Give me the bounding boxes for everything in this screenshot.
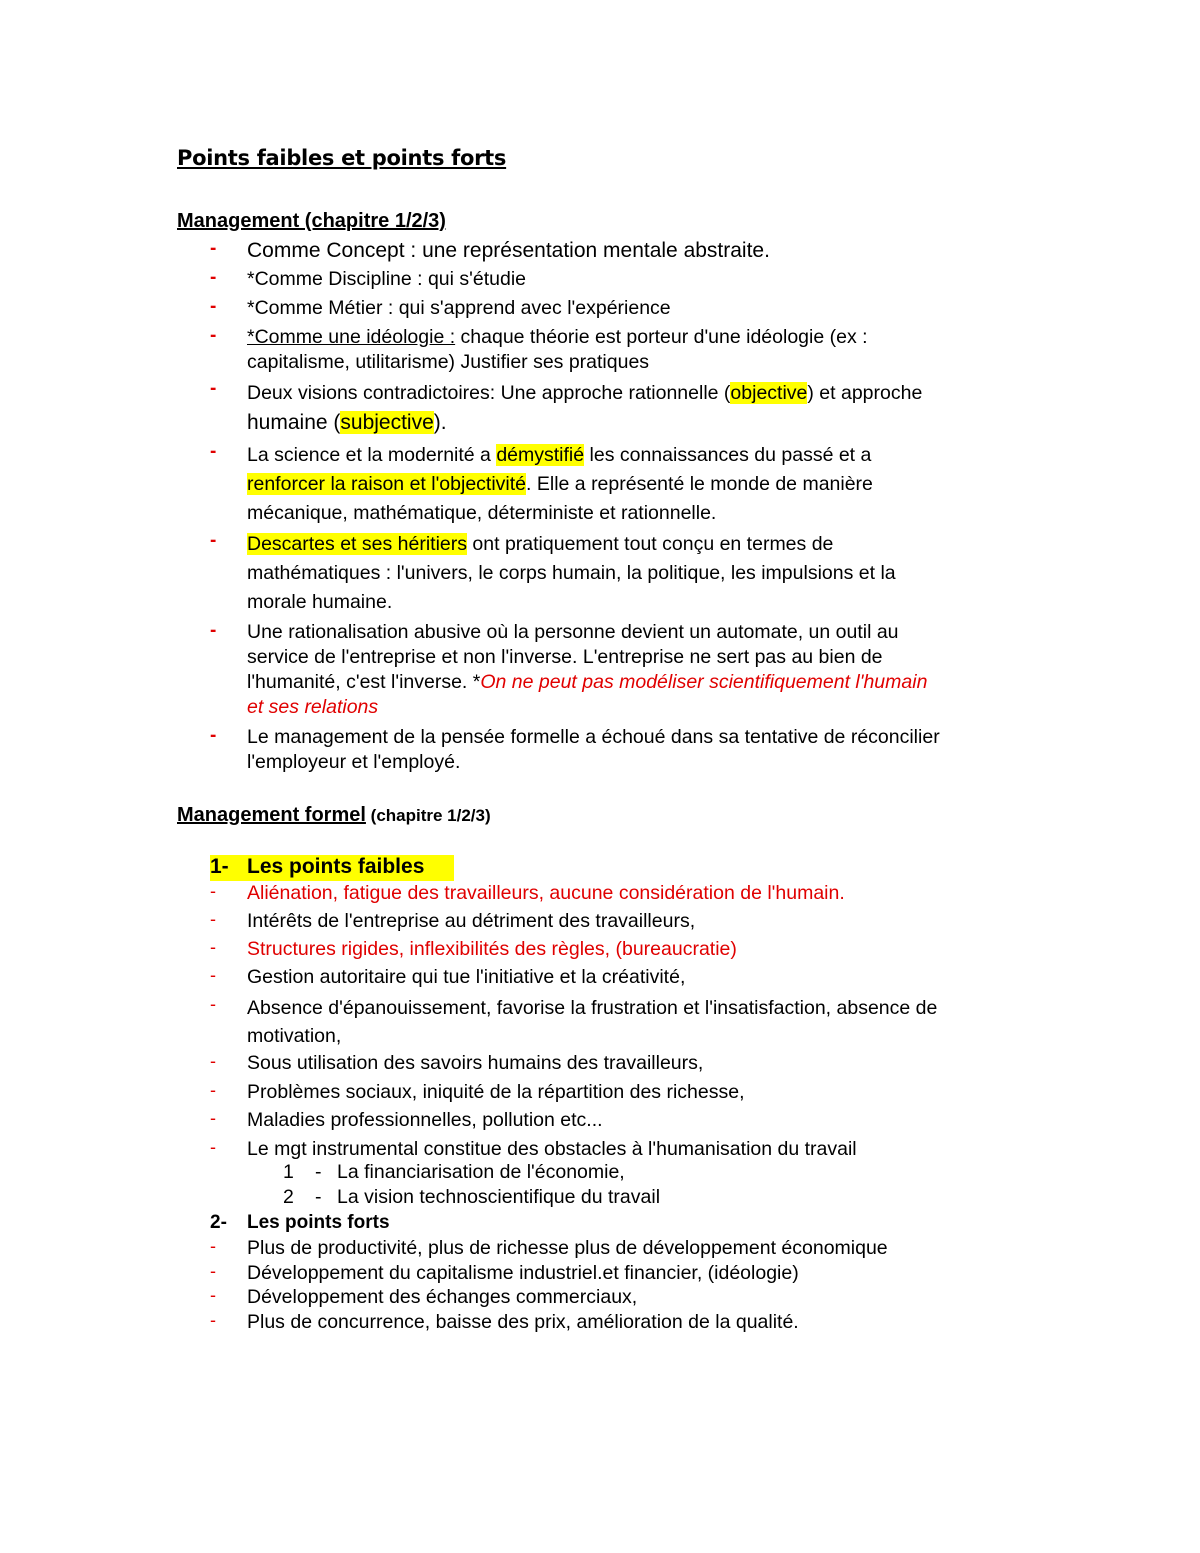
red-italic-text: On ne peut pas modéliser scientifiquement l'humain bbox=[480, 671, 928, 693]
highlighted-text: démystifié bbox=[496, 444, 585, 466]
bullet-dash: - bbox=[210, 1051, 216, 1071]
bullet-dash: - bbox=[210, 965, 216, 985]
list-item-text: *Comme Métier : qui s'apprend avec l'expérience bbox=[247, 297, 671, 319]
bullet-dash: - bbox=[210, 530, 217, 551]
section-heading-management bbox=[177, 210, 446, 233]
bullet-dash: - bbox=[210, 725, 217, 746]
bullet-dash: - bbox=[210, 620, 217, 641]
section-heading-suffix: (chapitre 1/2/3) bbox=[365, 806, 491, 825]
section-heading-text: Management (chapitre 1/2/3) bbox=[177, 210, 446, 232]
bullet-dash: - bbox=[210, 325, 217, 346]
text-run: humaine ( bbox=[247, 411, 341, 434]
section-heading-management-formel bbox=[177, 804, 491, 827]
text-run: mécanique, mathématique, déterministe et rationnelle. bbox=[247, 502, 717, 524]
list-item-text: Problèmes sociaux, iniquité de la répartition des richesse, bbox=[247, 1081, 745, 1103]
list-item-text bbox=[247, 530, 1027, 617]
highlighted-text: renforcer la raison et l'objectivité bbox=[247, 473, 527, 495]
list-item-text: Maladies professionnelles, pollution etc... bbox=[247, 1109, 603, 1131]
highlighted-text: subjective bbox=[340, 411, 434, 434]
list-item-text: Gestion autoritaire qui tue l'initiative et la créativité, bbox=[247, 966, 686, 988]
list-item-text bbox=[247, 725, 1027, 775]
list-item-text: Développement des échanges commerciaux, bbox=[247, 1286, 638, 1308]
text-run: chaque théorie est porteur d'une idéologie (ex : bbox=[455, 326, 868, 348]
list-item-text: Comme Concept : une représentation mentale abstraite. bbox=[247, 239, 770, 262]
text-run: l'humanité, c'est l'inverse. * bbox=[247, 671, 481, 693]
text-run: motivation, bbox=[247, 1025, 342, 1047]
text-run: mathématiques : l'univers, le corps humain, la politique, les impulsions et la bbox=[247, 562, 896, 584]
list-item-text bbox=[247, 378, 1027, 438]
text-run: Absence d'épanouissement, favorise la frustration et l'insatisfaction, absence de bbox=[247, 997, 938, 1019]
bullet-dash: - bbox=[210, 378, 217, 399]
list-item-text bbox=[247, 994, 1027, 1050]
list-item-text bbox=[247, 325, 1027, 375]
bullet-dash: - bbox=[210, 1236, 216, 1256]
bullet-dash: - bbox=[210, 937, 216, 957]
bullet-dash: - bbox=[210, 1108, 216, 1128]
list-item-text: Plus de productivité, plus de richesse plus de développement économique bbox=[247, 1237, 888, 1259]
sub-list-dash: - bbox=[315, 1161, 322, 1183]
text-run: les connaissances du passé et a bbox=[584, 444, 872, 466]
highlighted-text: Descartes et ses héritiers bbox=[247, 533, 467, 555]
list-item-text: Plus de concurrence, baisse des prix, amélioration de la qualité. bbox=[247, 1311, 799, 1333]
list-item-text: Aliénation, fatigue des travailleurs, aucune considération de l'humain. bbox=[247, 882, 845, 904]
list-item-text: Le mgt instrumental constitue des obstacles à l'humanisation du travail bbox=[247, 1138, 857, 1160]
document-title: Points faibles et points forts bbox=[177, 146, 507, 170]
sub-list-number: 1 bbox=[283, 1161, 294, 1183]
list-item-text: *Comme Discipline : qui s'étudie bbox=[247, 268, 527, 290]
subheading-number: 1- bbox=[210, 855, 229, 878]
bullet-dash: - bbox=[210, 1080, 216, 1100]
list-item-text: Intérêts de l'entreprise au détriment des travailleurs, bbox=[247, 910, 696, 932]
sub-list-number: 2 bbox=[283, 1186, 294, 1208]
bullet-dash: - bbox=[210, 1310, 216, 1330]
text-run: La science et la modernité a bbox=[247, 444, 497, 466]
text-run: ont pratiquement tout conçu en termes de bbox=[467, 533, 834, 555]
bullet-dash: - bbox=[210, 296, 217, 317]
bullet-dash: - bbox=[210, 267, 217, 288]
highlighted-text: objective bbox=[730, 382, 808, 404]
subheading-number: 2- bbox=[210, 1212, 227, 1233]
bullet-dash: - bbox=[210, 909, 216, 929]
red-italic-text: et ses relations bbox=[247, 696, 379, 718]
sub-list-text: La vision technoscientifique du travail bbox=[337, 1186, 661, 1208]
text-run: Le management de la pensée formelle a échoué dans sa tentative de réconcilier bbox=[247, 726, 940, 748]
subheading-label: Les points faibles bbox=[247, 855, 425, 878]
sub-list-dash: - bbox=[315, 1186, 322, 1208]
section-heading-text: Management formel bbox=[177, 804, 366, 826]
bullet-dash: - bbox=[210, 441, 217, 462]
text-run: morale humaine. bbox=[247, 591, 393, 613]
text-run: . Elle a représenté le monde de manière bbox=[526, 473, 873, 495]
list-item-text bbox=[247, 441, 1027, 528]
underlined-term: *Comme une idéologie : bbox=[247, 326, 456, 348]
list-item-text: Structures rigides, inflexibilités des règles, (bureaucratie) bbox=[247, 938, 737, 960]
sub-list-text: La financiarisation de l'économie, bbox=[337, 1161, 625, 1183]
bullet-dash: - bbox=[210, 1261, 216, 1281]
bullet-dash: - bbox=[210, 994, 216, 1014]
text-run: service de l'entreprise et non l'inverse. L'entreprise ne sert pas au bien de bbox=[247, 646, 883, 668]
list-item-text bbox=[247, 620, 1027, 720]
text-run: capitalisme, utilitarisme) Justifier ses pratiques bbox=[247, 351, 650, 373]
text-run: ). bbox=[433, 411, 447, 434]
text-run: l'employeur et l'employé. bbox=[247, 751, 461, 773]
bullet-dash: - bbox=[210, 1137, 216, 1157]
list-item-text: Sous utilisation des savoirs humains des travailleurs, bbox=[247, 1052, 704, 1074]
bullet-dash: - bbox=[210, 1285, 216, 1305]
text-run: ) et approche bbox=[807, 382, 923, 404]
bullet-dash: - bbox=[210, 881, 216, 901]
list-item-text: Développement du capitalisme industriel.et financier, (idéologie) bbox=[247, 1262, 799, 1284]
text-run: Deux visions contradictoires: Une approche rationnelle ( bbox=[247, 382, 731, 404]
text-run: Une rationalisation abusive où la personne devient un automate, un outil au bbox=[247, 621, 899, 643]
bullet-dash: - bbox=[210, 238, 217, 259]
subheading-label: Les points forts bbox=[247, 1212, 390, 1233]
